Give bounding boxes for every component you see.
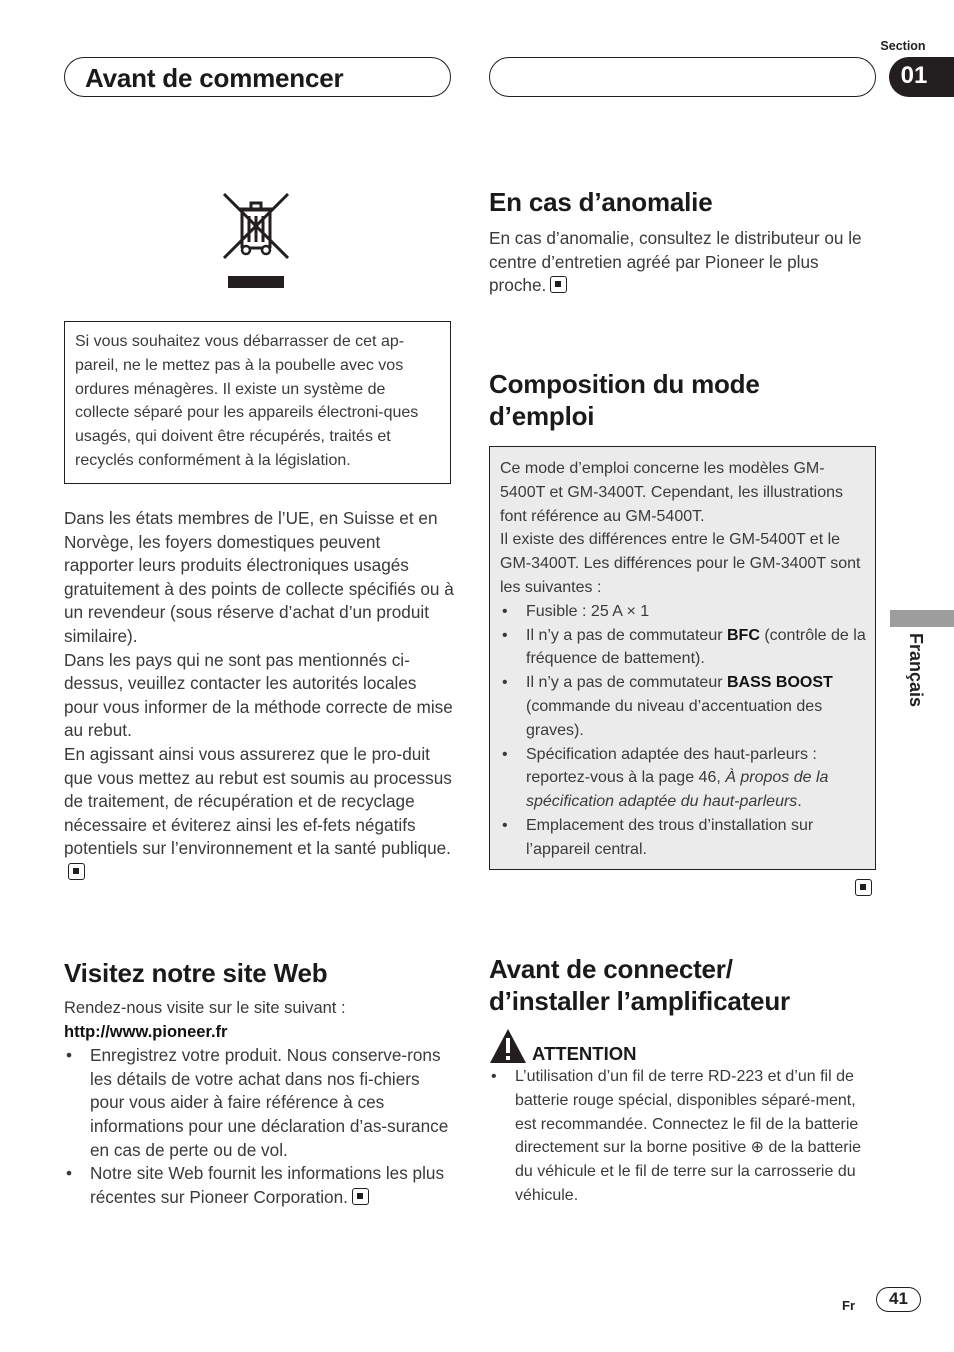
web-url-link[interactable]: http://www.pioneer.fr [64, 1022, 228, 1041]
composition-bullet-2 [500, 624, 867, 672]
composition-bullet-2-suffix: (contrôle de la fréquence de battement). [526, 626, 866, 668]
section-label: Section [880, 39, 926, 53]
composition-para-1: Ce mode d’emploi concerne les modèles GM-5400T et GM-3400T. Cependant, les illustrations font référence au GM-5400T. [500, 460, 844, 525]
composition-heading-line-1: Composition du mode [489, 369, 760, 399]
composition-bullet-3-text: Il n’y a pas de commutateur [526, 674, 727, 692]
connect-bullet-list [489, 1065, 879, 1208]
header-empty-pill [489, 57, 876, 97]
composition-heading [489, 368, 760, 432]
connect-heading-line-2: d’installer l’amplificateur [489, 986, 790, 1016]
chapter-title: Avant de commencer [85, 63, 344, 93]
end-of-section-icon [550, 276, 567, 293]
composition-bullet-2-text: Il n’y a pas de commutateur [526, 626, 727, 644]
language-label: Français [906, 633, 926, 708]
composition-bullet-3 [500, 671, 867, 742]
end-of-section-icon [68, 863, 85, 880]
page-number: 41 [889, 1289, 908, 1308]
end-of-section-icon [352, 1188, 369, 1205]
crossed-bin-icon [222, 192, 290, 290]
composition-bullet-4-text: Spécification adaptée des haut-parleurs : reportez-vous à la page 46, [526, 745, 817, 787]
language-tab [890, 610, 954, 627]
composition-para-2: Il existe des différences entre le GM-5400T et le GM-3400T. Les différences pour le GM-3400T sont les suivantes : [500, 531, 861, 596]
connect-heading [489, 953, 790, 1017]
section-number: 01 [900, 62, 928, 89]
cross-reference: À propos de la spécification adaptée du haut-parleurs [526, 769, 829, 811]
disposal-text [64, 507, 454, 885]
composition-box [489, 446, 876, 870]
composition-bullet-list [500, 600, 867, 862]
attention-label: ATTENTION [532, 1043, 637, 1064]
weee-notice-box [64, 321, 451, 484]
composition-bullet-4 [500, 743, 867, 814]
web-bullet-2-text: Notre site Web fournit les informations les plus récentes sur Pioneer Corporation. [90, 1163, 445, 1207]
connect-heading-line-1: Avant de connecter/ [489, 954, 733, 984]
anomalie-heading: En cas d’anomalie [489, 187, 713, 217]
bfc-switch-label: BFC [726, 626, 760, 644]
disposal-paragraph-1: Dans les états membres de l’UE, en Suisse et en Norvège, les foyers domestiques peuvent rapporter leurs produits électroniques usagés gratuitement à des points de collecte spécifiés ou à un revendeur (sous réserve d’achat d’un produit similaire). [64, 508, 454, 646]
anomalie-paragraph [489, 227, 869, 298]
anomalie-text: En cas d’anomalie, consultez le distributeur ou le centre d’entretien agréé par Pioneer le plus proche. [489, 228, 862, 296]
composition-bullet-3-suffix: (commande du niveau d’accentuation des graves). [526, 697, 823, 739]
web-bullet-2 [64, 1162, 456, 1209]
disposal-paragraph-2: Dans les pays qui ne sont pas mentionnés ci-dessus, veuillez contacter les autorités locales pour vous informer de la méthode correcte de mise au rebut. [64, 649, 453, 741]
composition-bullet-5: • Emplacement des trous d’installation sur l’appareil central. [500, 814, 867, 862]
connect-section [489, 1065, 879, 1208]
web-intro: Rendez-nous visite sur le site suivant : [64, 999, 346, 1017]
disposal-paragraph-3 [64, 743, 454, 885]
weee-notice-text: Si vous souhaitez vous débarrasser de cet ap-pareil, ne le mettez pas à la poubelle avec vos ordures ménagères. Il existe un système de collecte séparé pour les appareils électroni-ques usagés, qui doivent être récupérés, traités et recyclés conformément à la législation. [75, 333, 419, 469]
composition-bullet-4-suffix: . [797, 793, 802, 811]
end-of-section-icon [855, 879, 872, 896]
composition-bullet-1: • Fusible : 25 A × 1 [500, 600, 867, 624]
section-number-badge [889, 57, 954, 97]
disposal-paragraph-3-text: En agissant ainsi vous assurerez que le pro-duit que vous mettez au rebut est soumis au processus de traitement, de récupération et de recyclage nécessaire et éviterez ainsi les ef-fets négatifs potentiels sur l’environnement et la santé publique. [64, 743, 452, 859]
web-section [64, 997, 456, 1209]
web-bullet-list [64, 1044, 456, 1209]
composition-heading-line-2: d’emploi [489, 401, 595, 431]
bass-boost-switch-label: BASS BOOST [726, 674, 833, 692]
chapter-title-pill [64, 57, 451, 97]
connect-bullet-1: • L’utilisation d’un fil de terre RD-223 et d’un fil de batterie rouge spécial, disponibles séparé-ment, est recommandée. Connectez le fil de la batterie directement sur la borne positive ⊕ de la batterie du véhicule et le fil de terre sur la carrosserie du véhicule. [489, 1065, 879, 1208]
page-number-pill [876, 1287, 921, 1312]
footer-language-code: Fr [842, 1298, 855, 1313]
web-heading: Visitez notre site Web [64, 958, 328, 988]
warning-triangle-icon [489, 1028, 527, 1064]
web-bullet-1: • Enregistrez votre produit. Nous conserve-rons les détails de votre achat dans nos fi-chiers pour vous aider à faire référence à ces informations pour une déclaration d’as-surance en cas de perte ou de vol. [64, 1044, 456, 1162]
